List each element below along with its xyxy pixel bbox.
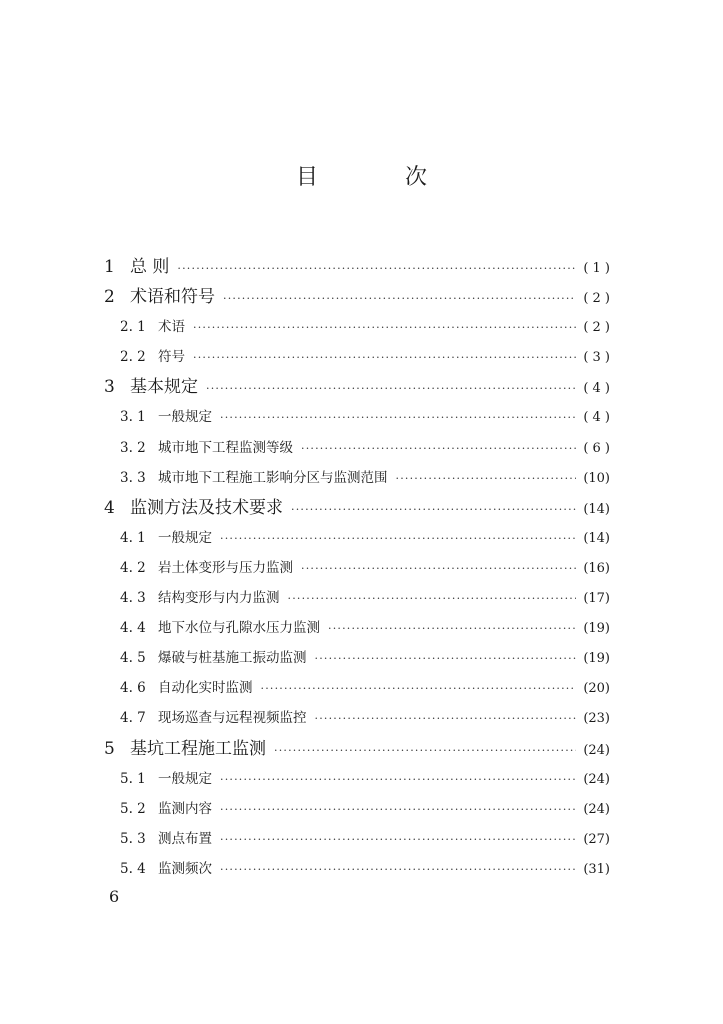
toc-entry-page: ( 3 ) [583, 350, 610, 366]
toc-entry-page: (24) [583, 801, 610, 817]
leader-dots [173, 254, 576, 284]
toc-entry-page: (14) [583, 530, 610, 546]
toc-entry-number: 4. 7 [120, 710, 146, 727]
toc-entry-page: (17) [583, 591, 610, 607]
toc-entry-number: 3. 2 [120, 439, 146, 456]
toc-entry-number: 4. 2 [120, 559, 146, 576]
leader-dots [216, 524, 576, 554]
toc-entry-label: 岩土体变形与压力监测 [158, 559, 293, 576]
leader-dots [216, 825, 576, 855]
leader-dots [216, 765, 576, 795]
toc-entry-page: ( 2 ) [583, 291, 610, 307]
leader-dots [216, 855, 576, 885]
toc-entry-number: 3 [104, 377, 115, 398]
leader-dots [297, 434, 576, 464]
leader-dots [311, 704, 577, 734]
leader-dots [189, 313, 576, 343]
toc-entry[interactable] [104, 252, 610, 282]
toc-entry-number: 4. 6 [120, 680, 146, 697]
leader-dots [392, 464, 577, 494]
toc-entry-number: 4. 5 [120, 650, 146, 667]
toc-entry-number: 4. 1 [120, 529, 146, 546]
toc-entry-number: 2. 1 [120, 319, 146, 336]
toc-entry-page: ( 4 ) [583, 381, 610, 397]
toc-entry-label: 一般规定 [158, 409, 212, 426]
toc-entry-number: 4. 3 [120, 590, 146, 607]
toc-entry-page: ( 2 ) [583, 320, 610, 336]
toc-entry-label: 术语 [158, 319, 185, 336]
toc-entry-page: (16) [583, 560, 610, 576]
toc-entry-page: (27) [583, 831, 610, 847]
toc-entry[interactable] [104, 613, 610, 643]
toc-entry-label: 现场巡查与远程视频监控 [158, 710, 307, 727]
toc-entry-page: ( 4 ) [583, 410, 610, 426]
toc-entry-page: (31) [583, 861, 610, 877]
toc-entry[interactable] [104, 764, 610, 794]
toc-entry[interactable] [104, 312, 610, 342]
toc-entry[interactable] [104, 703, 610, 733]
toc-entry-label: 城市地下工程施工影响分区与监测范围 [158, 469, 388, 486]
toc-entry[interactable] [104, 342, 610, 372]
leader-dots [284, 584, 577, 614]
table-of-contents [104, 252, 610, 884]
toc-entry-page: (14) [583, 501, 610, 517]
toc-entry-page: (19) [583, 621, 610, 637]
toc-entry-page: (23) [583, 711, 610, 727]
toc-entry-number: 4 [104, 497, 115, 518]
toc-entry-page: ( 6 ) [583, 440, 610, 456]
toc-entry-number: 5 [104, 738, 115, 759]
toc-entry-label: 符号 [158, 349, 185, 366]
toc-entry[interactable] [104, 673, 610, 703]
toc-entry[interactable] [104, 493, 610, 523]
leader-dots [257, 674, 577, 704]
toc-entry[interactable] [104, 523, 610, 553]
toc-entry-label: 基坑工程施工监测 [130, 738, 266, 759]
toc-entry-label: 爆破与桩基施工振动监测 [158, 650, 307, 667]
toc-entry-page: (19) [583, 651, 610, 667]
toc-entry-label: 监测方法及技术要求 [130, 497, 283, 518]
toc-entry[interactable] [104, 402, 610, 432]
leader-dots [297, 554, 576, 584]
toc-entry[interactable] [104, 433, 610, 463]
page-number: 6 [109, 887, 120, 906]
toc-entry-label: 总 则 [130, 257, 170, 277]
leader-dots [202, 374, 576, 404]
toc-entry[interactable] [104, 734, 610, 764]
toc-entry[interactable] [104, 824, 610, 854]
toc-entry-page: (24) [583, 742, 610, 758]
leader-dots [216, 403, 576, 433]
toc-entry-number: 4. 4 [120, 620, 146, 637]
toc-entry-number: 3. 1 [120, 409, 146, 426]
toc-entry[interactable] [104, 282, 610, 312]
page-title: 目 次 [296, 165, 467, 190]
toc-entry-number: 2. 2 [120, 349, 146, 366]
toc-entry-label: 监测内容 [158, 800, 212, 817]
toc-entry-label: 地下水位与孔隙水压力监测 [158, 620, 320, 637]
toc-entry-label: 一般规定 [158, 529, 212, 546]
toc-entry-page: (24) [583, 771, 610, 787]
leader-dots [324, 614, 576, 644]
leader-dots [219, 284, 576, 314]
leader-dots [270, 736, 576, 766]
toc-entry-label: 监测频次 [158, 860, 212, 877]
toc-entry[interactable] [104, 643, 610, 673]
toc-entry[interactable] [104, 583, 610, 613]
toc-entry-number: 1 [104, 257, 115, 277]
toc-entry-label: 自动化实时监测 [158, 680, 253, 697]
leader-dots [189, 343, 576, 373]
leader-dots [287, 495, 576, 525]
toc-entry-label: 城市地下工程监测等级 [158, 439, 293, 456]
toc-entry-number: 2 [104, 287, 115, 308]
toc-entry-number: 5. 2 [120, 800, 146, 817]
toc-entry-page: (10) [583, 470, 610, 486]
leader-dots [311, 644, 577, 674]
toc-entry-label: 术语和符号 [130, 287, 215, 308]
toc-entry-number: 5. 4 [120, 860, 146, 877]
toc-entry-page: (20) [583, 681, 610, 697]
leader-dots [216, 795, 576, 825]
toc-entry-label: 基本规定 [130, 377, 198, 398]
toc-entry-page: ( 1 ) [583, 261, 610, 276]
toc-entry[interactable] [104, 372, 610, 402]
toc-entry-label: 一般规定 [158, 770, 212, 787]
toc-entry-number: 3. 3 [120, 469, 146, 486]
toc-entry[interactable] [104, 463, 610, 493]
toc-entry[interactable] [104, 854, 610, 884]
toc-entry-label: 测点布置 [158, 830, 212, 847]
toc-entry-number: 5. 3 [120, 830, 146, 847]
toc-entry-label: 结构变形与内力监测 [158, 590, 280, 607]
toc-entry-number: 5. 1 [120, 770, 146, 787]
toc-entry[interactable] [104, 794, 610, 824]
toc-entry[interactable] [104, 553, 610, 583]
